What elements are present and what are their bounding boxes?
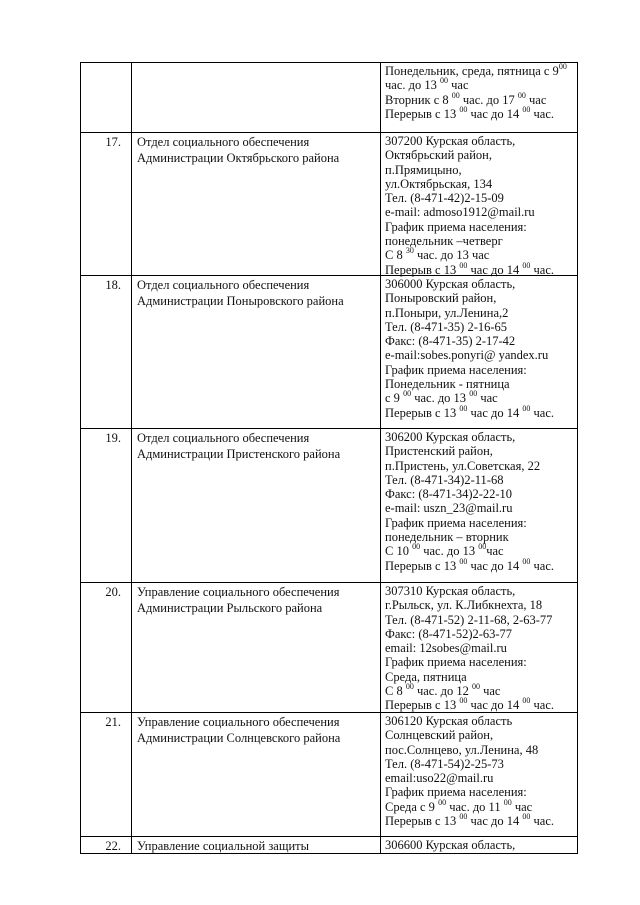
contact-text: Перерыв с 13 <box>385 405 460 420</box>
superscript-minutes: 00 <box>522 403 531 413</box>
contact-line <box>385 403 573 420</box>
row-number: 20. <box>81 583 132 713</box>
contact-text: час <box>477 391 498 406</box>
contact-text: e-mail: admoso1912@mail.ru <box>385 205 535 220</box>
contact-line <box>385 291 573 305</box>
contact-line <box>385 556 573 573</box>
contact-text: e-mail:sobes.ponyri@ yandex.ru <box>385 348 549 363</box>
contact-line <box>385 148 573 162</box>
contact-line <box>385 728 573 742</box>
organization-line: Отдел социального обеспечения <box>137 135 310 149</box>
table-row <box>81 429 578 583</box>
contact-line <box>385 363 573 377</box>
contact-text: час <box>479 684 501 699</box>
contact-line <box>385 220 573 234</box>
contact-info <box>381 583 578 713</box>
contact-line <box>385 277 573 291</box>
row-number: 19. <box>81 429 132 583</box>
contact-text: Понедельник - пятница <box>385 377 510 392</box>
contact-text: Поныровский район, <box>385 291 497 306</box>
contact-line <box>385 459 573 473</box>
contact-text: Тел. (8-471-42)2-15-09 <box>385 191 504 206</box>
contact-text: Перерыв с 13 <box>385 698 460 713</box>
contact-text: час до 14 <box>467 558 523 573</box>
contact-text: пос.Солнцево, ул.Ленина, 48 <box>385 742 539 757</box>
contact-line <box>385 64 573 78</box>
superscript-minutes: 00 <box>405 682 414 692</box>
contact-line <box>385 814 573 828</box>
contact-line <box>385 771 573 785</box>
contact-line <box>385 430 573 444</box>
contact-line <box>385 377 573 391</box>
contact-text: час до 14 <box>467 814 523 829</box>
contact-line <box>385 90 573 107</box>
contact-text: Факс: (8-471-34)2-22-10 <box>385 487 513 502</box>
contact-line <box>385 306 573 320</box>
contact-line <box>385 191 573 205</box>
superscript-minutes: 00 <box>469 389 478 399</box>
contact-text: час. до 13 <box>420 544 479 559</box>
contact-text: час. <box>530 814 554 829</box>
contact-text: 307200 Курская область, <box>385 134 516 148</box>
superscript-minutes: 00 <box>403 389 412 399</box>
contact-line <box>385 348 573 362</box>
contact-text: Факс: (8-471-52)2-63-77 <box>385 626 513 641</box>
contact-line <box>385 78 573 92</box>
superscript-minutes: 00 <box>440 76 448 86</box>
contact-text: Тел. (8-471-35) 2-16-65 <box>385 319 508 334</box>
services-table <box>80 62 578 854</box>
superscript-minutes: 00 <box>517 90 526 100</box>
superscript-minutes: 00 <box>459 260 468 270</box>
table-row <box>81 276 578 429</box>
organization-line: Администрации Поныровского района <box>137 294 344 308</box>
organization-name <box>132 276 381 429</box>
superscript-minutes: 00 <box>558 62 567 71</box>
contact-line <box>385 584 573 598</box>
contact-text: п.Поныри, ул.Ленина,2 <box>385 305 509 320</box>
contact-text: п.Прямицыно, <box>385 162 462 177</box>
contact-text: 306120 Курская область <box>385 714 513 728</box>
organization-name <box>132 713 381 837</box>
contact-text: час. до 11 <box>446 799 504 814</box>
table-row <box>81 837 578 854</box>
row-number: 22. <box>81 837 132 854</box>
contact-line <box>385 743 573 757</box>
contact-text: Пристенский район, <box>385 444 493 459</box>
contact-text: г.Рыльск, ул. К.Либкнехта, 18 <box>385 598 543 613</box>
contact-text: Среда, пятница <box>385 669 467 684</box>
contact-text: час <box>525 92 547 107</box>
contact-text: С 8 <box>385 684 406 699</box>
contact-text: час. <box>530 698 554 713</box>
contact-info <box>381 837 578 854</box>
contact-line <box>385 163 573 177</box>
contact-text: час. <box>530 405 554 420</box>
contact-line <box>385 473 573 487</box>
superscript-minutes: 00 <box>522 812 531 822</box>
contact-text: ул.Октябрьская, 134 <box>385 176 493 191</box>
contact-line <box>385 797 573 814</box>
superscript-minutes: 00 <box>522 260 531 270</box>
contact-text: График приема населения: <box>385 219 527 234</box>
contact-line <box>385 613 573 627</box>
superscript-minutes: 00 <box>471 682 480 692</box>
organization-name <box>132 837 381 854</box>
organization-line: Отдел социального обеспечения <box>137 431 310 445</box>
contact-text: График приема населения: <box>385 362 527 377</box>
contact-text: Перерыв с 13 <box>385 814 460 829</box>
row-number: 21. <box>81 713 132 837</box>
contact-line <box>385 320 573 334</box>
organization-line: Администрации Рыльского района <box>137 601 323 615</box>
contact-info <box>381 276 578 429</box>
contact-text: понедельник – вторник <box>385 530 509 545</box>
contact-text: понедельник –четверг <box>385 234 503 249</box>
contact-text: 306600 Курская область, <box>385 838 516 852</box>
organization-line: Администрации Солнцевского района <box>137 731 341 745</box>
organization-name <box>132 133 381 276</box>
organization-line: Администрации Октябрьского района <box>137 151 340 165</box>
superscript-minutes: 00 <box>459 556 468 566</box>
contact-line <box>385 598 573 612</box>
contact-text: 306200 Курская область, <box>385 430 516 444</box>
contact-text: час до 14 <box>467 405 523 420</box>
contact-text: Солнцевский район, <box>385 728 494 743</box>
contact-line <box>385 501 573 515</box>
contact-text: e-mail: uszn_23@mail.ru <box>385 501 513 516</box>
organization-line: Управление социальной защиты <box>137 839 310 853</box>
contact-text: час. <box>530 262 554 277</box>
organization-line: Управление социального обеспечения <box>137 715 340 729</box>
table-row <box>81 133 578 276</box>
contact-text: Октябрьский район, <box>385 148 492 163</box>
contact-text: Понедельник, среда, пятница с 9 <box>385 64 559 78</box>
superscript-minutes: 30 <box>405 246 414 256</box>
row-number <box>81 63 132 133</box>
contact-text: График приема населения: <box>385 515 527 530</box>
contact-text: час до 14 <box>467 262 523 277</box>
contact-text: Вторник с 8 <box>385 92 452 107</box>
contact-text: График приема населения: <box>385 785 527 800</box>
contact-text: Среда с 9 <box>385 799 439 814</box>
contact-line <box>385 444 573 458</box>
superscript-minutes: 00 <box>522 696 531 706</box>
contact-line <box>385 260 573 277</box>
organization-name <box>132 583 381 713</box>
contact-info <box>381 63 578 133</box>
contact-line <box>385 248 573 262</box>
contact-text: Перерыв с 13 <box>385 262 460 277</box>
contact-text: email: 12sobes@mail.ru <box>385 641 507 656</box>
contact-line <box>385 684 573 698</box>
superscript-minutes: 00 <box>522 104 531 114</box>
superscript-minutes: 00 <box>438 797 447 807</box>
superscript-minutes: 00 <box>522 556 531 566</box>
superscript-minutes: 00 <box>459 696 468 706</box>
organization-line: Управление социального обеспечения <box>137 585 340 599</box>
row-number: 18. <box>81 276 132 429</box>
contact-line <box>385 391 573 405</box>
contact-text: С 8 <box>385 248 406 263</box>
contact-text: Факс: (8-471-35) 2-17-42 <box>385 334 516 349</box>
contact-line <box>385 655 573 669</box>
contact-text: с 9 <box>385 391 404 406</box>
contact-line <box>385 785 573 799</box>
contact-line <box>385 487 573 501</box>
contact-text: 307310 Курская область, <box>385 584 516 598</box>
contact-text: час. до 17 <box>459 92 518 107</box>
contact-line <box>385 627 573 641</box>
contact-info <box>381 713 578 837</box>
organization-line: Администрации Пристенского района <box>137 447 341 461</box>
contact-text: Перерыв с 13 <box>385 558 460 573</box>
table-row <box>81 583 578 713</box>
contact-text: час до 14 <box>467 106 523 121</box>
contact-line <box>385 714 573 728</box>
organization-line: Отдел социального обеспечения <box>137 278 310 292</box>
contact-text: час <box>486 544 504 559</box>
contact-text: п.Пристень, ул.Советская, 22 <box>385 458 541 473</box>
contact-text: 306000 Курская область, <box>385 277 516 291</box>
organization-name <box>132 429 381 583</box>
contact-text: Тел. (8-471-54)2-25-73 <box>385 756 504 771</box>
contact-text: час. до 12 <box>413 684 472 699</box>
table-row <box>81 713 578 837</box>
contact-line <box>385 698 573 712</box>
organization-name <box>132 63 381 133</box>
contact-text: Перерыв с 13 <box>385 106 460 121</box>
contact-text: час. до 13 <box>385 78 440 93</box>
contact-line <box>385 134 573 148</box>
superscript-minutes: 00 <box>459 812 468 822</box>
superscript-minutes: 00 <box>503 797 512 807</box>
contact-text: час <box>448 78 469 93</box>
contact-text: Тел. (8-471-34)2-11-68 <box>385 472 504 487</box>
superscript-minutes: 00 <box>459 403 468 413</box>
row-number: 17. <box>81 133 132 276</box>
contact-line <box>385 757 573 771</box>
contact-text: С 10 <box>385 544 413 559</box>
superscript-minutes: 00 <box>451 90 460 100</box>
contact-line <box>385 104 573 121</box>
contact-line <box>385 641 573 655</box>
contact-text: График приема населения: <box>385 655 527 670</box>
contact-text: час до 14 <box>467 698 523 713</box>
contact-info <box>381 429 578 583</box>
contact-text: час. до 13 час <box>413 248 490 263</box>
contact-info <box>381 133 578 276</box>
contact-text: Тел. (8-471-52) 2-11-68, 2-63-77 <box>385 612 553 627</box>
contact-line <box>385 205 573 219</box>
contact-text: час. <box>530 106 554 121</box>
contact-text: email:uso22@mail.ru <box>385 771 494 786</box>
contact-text: час. <box>530 558 554 573</box>
contact-line <box>385 544 573 558</box>
superscript-minutes: 00 <box>459 104 468 114</box>
contact-line <box>385 334 573 348</box>
contact-line <box>385 516 573 530</box>
superscript-minutes: 00 <box>412 542 421 552</box>
contact-text: час <box>511 799 533 814</box>
superscript-minutes: 00 <box>478 542 487 552</box>
contact-line <box>385 838 573 852</box>
contact-line <box>385 177 573 191</box>
contact-text: час. до 13 <box>411 391 470 406</box>
table-row <box>81 63 578 133</box>
